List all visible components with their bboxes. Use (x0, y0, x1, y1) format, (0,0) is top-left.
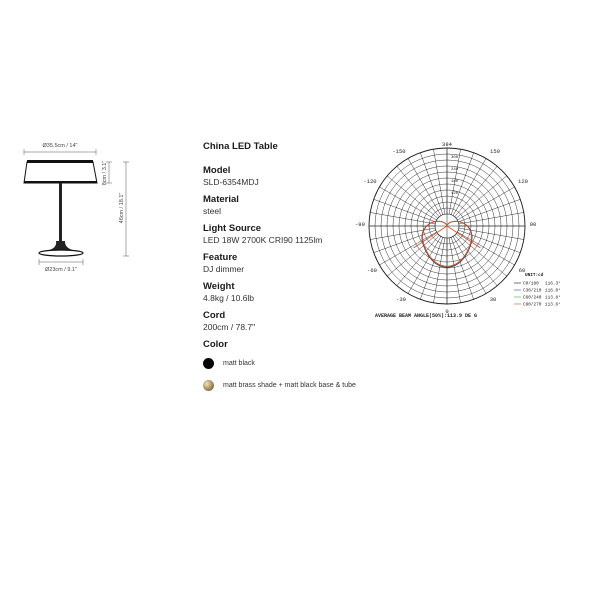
legend-value: 116.3° (545, 281, 561, 287)
angle-label: -30 (396, 296, 406, 303)
product-title: China LED Table (203, 141, 278, 152)
legend-title: UNIT:cd (525, 273, 544, 278)
color-option-black (203, 356, 403, 370)
legend-name: C30/210 (523, 288, 542, 294)
legend-name: C60/240 (523, 295, 542, 301)
spec-value: SLD-6354MDJ (203, 177, 259, 187)
spec-label: Weight (203, 281, 235, 292)
lamp-tube (59, 183, 62, 241)
color-name: matt brass shade + matt black base & tube (223, 381, 356, 389)
spec-label: Feature (203, 252, 238, 263)
spec-value: 4.8kg / 10.6lb (203, 293, 255, 303)
center-value-label: 384 (442, 141, 452, 148)
lamp-drawing (18, 138, 138, 278)
shade-height-label: 8cm / 3.1" (102, 160, 108, 186)
angle-label: -150 (392, 148, 406, 155)
angle-label: -60 (367, 267, 377, 274)
base-width-label: Ø23cm / 9.1" (45, 267, 77, 273)
color-swatch-icon (203, 380, 214, 391)
spec-color (203, 339, 403, 392)
shade-width-label: Ø35.5cm / 14" (42, 143, 78, 149)
color-swatch-icon (203, 358, 214, 369)
spec-value: LED 18W 2700K CRI90 1125lm (203, 235, 323, 245)
shade-rim (27, 160, 93, 163)
legend-name: C90/270 (523, 302, 542, 308)
legend (514, 273, 561, 308)
angle-label: -90 (355, 221, 365, 228)
total-height-label: 46cm / 18.1" (119, 192, 125, 224)
spec-value: steel (203, 206, 221, 216)
polar-diagram (355, 135, 570, 320)
lamp-shade (24, 162, 97, 183)
angle-label: 60 (518, 267, 526, 274)
angle-label: 120 (518, 178, 528, 185)
spec-label: Material (203, 194, 239, 205)
spec-label: Light Source (203, 223, 262, 234)
spec-value: 200cm / 78.7" (203, 322, 256, 332)
angle-label: 0 (445, 308, 449, 315)
radial-label: 300 (451, 156, 459, 160)
beam-angle-caption: AVERAGE BEAM ANGLE(50%):113.9 DE G (375, 313, 478, 319)
spec-label: Cord (203, 310, 226, 321)
legend-value: 113.8° (545, 295, 561, 301)
radial-label: 240 (451, 168, 459, 172)
color-label: Color (203, 339, 228, 350)
legend-name: C0/180 (523, 281, 539, 287)
color-option-brass (203, 378, 403, 392)
spec-value: DJ dimmer (203, 264, 245, 274)
legend-value: 116.0° (545, 288, 561, 294)
angle-label: 150 (490, 148, 500, 155)
legend-value: 113.6° (545, 302, 561, 308)
radial-label: 120 (451, 192, 459, 196)
radial-label: 180 (451, 180, 459, 184)
angle-label: 90 (529, 221, 537, 228)
color-name: matt black (223, 359, 255, 367)
angle-label: 30 (489, 296, 497, 303)
spec-label: Model (203, 165, 231, 176)
angle-label: -120 (363, 178, 377, 185)
